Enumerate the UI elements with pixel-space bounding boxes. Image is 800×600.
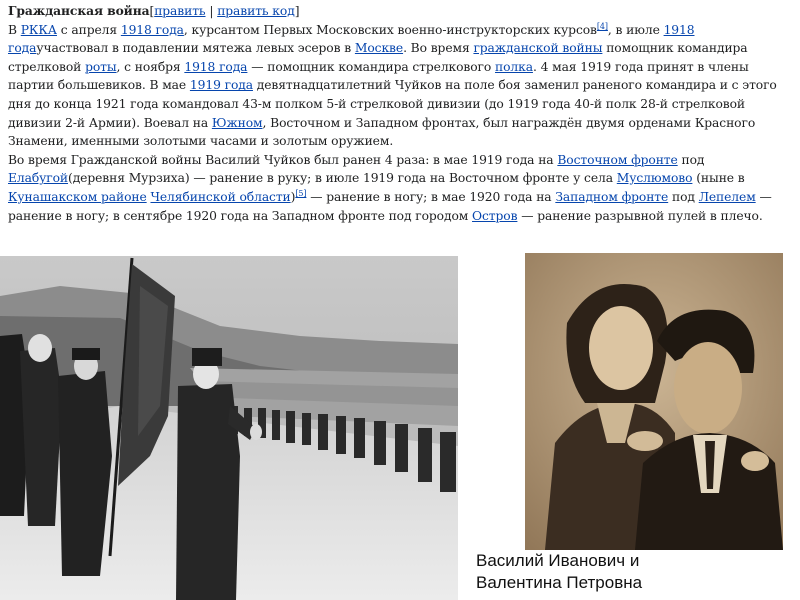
text: , в июле xyxy=(607,22,664,37)
link-western-front[interactable]: Западном фронте xyxy=(555,189,669,204)
paragraph-service xyxy=(8,21,794,151)
text: , Восточном и Западном фронтах, был награждён двумя орденами Красного Знамени, именными золотыми часами и золотым оружием. xyxy=(8,115,756,149)
link-rkka[interactable]: РККА xyxy=(20,22,57,37)
edit-link[interactable]: править xyxy=(154,4,206,18)
war-photo-image xyxy=(0,256,458,600)
text: , с ноября xyxy=(116,59,185,74)
link-elabuga[interactable]: Елабугой xyxy=(8,171,69,186)
section-heading-line xyxy=(8,2,794,21)
text: (деревня Мурзиха) — ранение в руку; в июле 1919 года на Восточном фронте у села xyxy=(68,171,617,186)
link-muslyumovo[interactable]: Муслюмово xyxy=(616,171,693,186)
link-kunashak-district[interactable]: Кунашакском районе xyxy=(8,189,147,204)
edit-bracket-close: ] xyxy=(294,4,300,18)
text: под xyxy=(677,152,705,167)
link-civil-war[interactable]: гражданской войны xyxy=(473,41,603,56)
link-eastern-front[interactable]: Восточном фронте xyxy=(557,152,678,167)
text: участвовал в подавлении мятежа левых эсеров в xyxy=(36,41,355,56)
text: , курсантом Первых Московских военно-инструкторских курсов xyxy=(183,22,597,37)
caption-line-1: Василий Иванович и xyxy=(476,551,640,570)
link-regiment[interactable]: полка xyxy=(495,59,533,74)
text: помощник командира стрелковой xyxy=(8,41,748,74)
text: — ранение в ногу; в сентябре 1920 года на Западном фронте под городом xyxy=(8,189,772,223)
link-ostrov[interactable]: Остров xyxy=(472,208,518,223)
edit-separator: | xyxy=(205,4,218,18)
edit-bracket-open: [ xyxy=(149,4,155,18)
couple-portrait-image xyxy=(525,253,783,550)
text: девятнадцатилетний Чуйков на поле боя заменил раненого командира и с этого дня до конца 1921 года командовал 43-м полком 5-й стрелковой дивизии (до 1919 года 40-й полк 28-й стрелковой дивизии 2-й Армии). Воевал на xyxy=(8,78,777,130)
text: Во время Гражданской войны Василий Чуйков был ранен 4 раза: в мае 1919 года на xyxy=(8,152,558,167)
link-1918-july[interactable]: 1918 года xyxy=(8,22,695,56)
text: . Во время xyxy=(403,41,474,56)
edit-code-link[interactable]: править код xyxy=(217,4,295,18)
section-title: Гражданская война xyxy=(8,3,150,18)
text: с апреля xyxy=(56,22,121,37)
link-1918-november[interactable]: 1918 года xyxy=(184,59,248,74)
article-text xyxy=(8,2,794,225)
link-company[interactable]: роты xyxy=(85,59,117,74)
reference-5[interactable]: [5] xyxy=(295,188,307,198)
text: — помощник командира стрелкового xyxy=(247,59,496,74)
link-lepel[interactable]: Лепелем xyxy=(698,189,756,204)
text: под xyxy=(668,189,699,204)
text: — ранение в ногу; в мае 1920 года на xyxy=(306,189,556,204)
reference-4[interactable]: [4] xyxy=(596,21,608,31)
link-1918-april[interactable]: 1918 года xyxy=(120,22,184,37)
link-moscow[interactable]: Москве xyxy=(354,41,404,56)
text: В xyxy=(8,22,21,37)
couple-portrait-photo xyxy=(525,253,783,550)
caption-line-2: Валентина Петровна xyxy=(476,573,643,592)
link-southern-front[interactable]: Южном xyxy=(211,115,263,130)
text: — ранение разрывной пулей в плечо. xyxy=(517,208,763,223)
war-photo xyxy=(0,256,458,600)
text: ) xyxy=(290,189,296,204)
photo-caption xyxy=(476,550,796,594)
paragraph-wounds xyxy=(8,151,794,225)
link-1919[interactable]: 1919 года xyxy=(189,78,253,93)
link-chelyabinsk-oblast[interactable]: Челябинской области xyxy=(150,189,291,204)
text: (ныне в xyxy=(692,171,745,186)
text: . 4 мая 1919 года принят в члены партии большевиков. В мае xyxy=(8,59,749,93)
